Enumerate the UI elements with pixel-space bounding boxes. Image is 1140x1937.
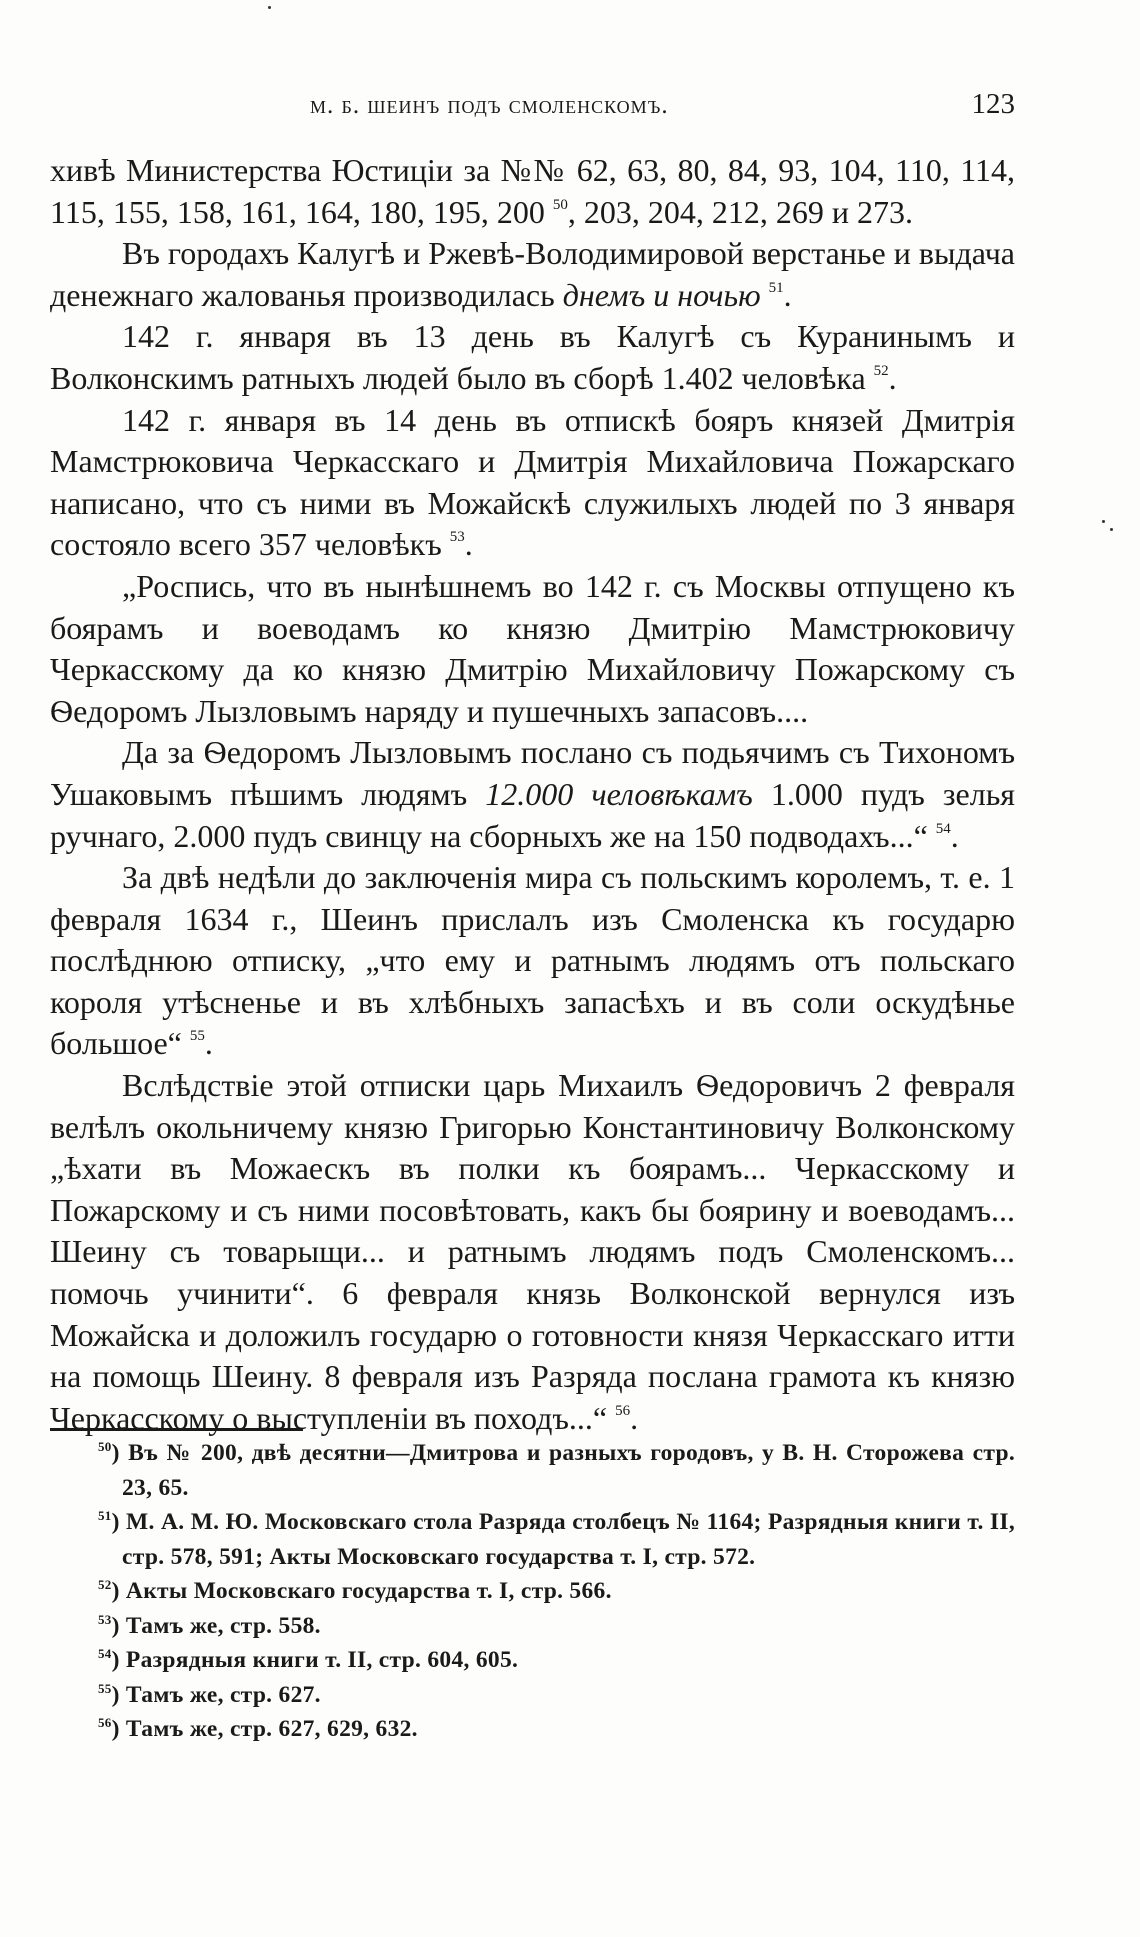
print-speck bbox=[268, 6, 271, 9]
footnote bbox=[50, 1505, 1015, 1574]
footnote-paren: ) bbox=[111, 1681, 126, 1708]
footnote-number: 54 bbox=[98, 1646, 112, 1661]
footnote-separator bbox=[50, 1428, 303, 1431]
body-paragraph bbox=[50, 316, 1015, 399]
footnote-number: 52 bbox=[98, 1577, 112, 1592]
footnote-reference: 51 bbox=[768, 279, 784, 296]
footnote-text: Разрядныя книги т. II, стр. 604, 605. bbox=[125, 1647, 519, 1673]
footnote-number: 51 bbox=[98, 1508, 112, 1523]
body-paragraph bbox=[50, 566, 1015, 732]
footnote-number: 55 bbox=[98, 1680, 112, 1696]
body-paragraph bbox=[50, 150, 1015, 233]
text-run: хивѣ Министерства Юстиціи за №№ 62, 63, 80, 84, 93, 104, 110, 114, 115, 155, 158, 161, 164, 180, 195, 200 bbox=[50, 152, 1015, 230]
footnote-number: 53 bbox=[98, 1611, 112, 1627]
text-run: „Роспись, что въ нынѣшнемъ во 142 г. съ Москвы отпущено къ боярамъ и воеводамъ ко князю Дмитрію Мамстрюковичу Черкасскому да ко князю Дмитрію Михайловичу Пожарскому съ Ѳедоромъ Лызловымъ наряду и пушечныхъ запасовъ.... bbox=[50, 567, 1015, 729]
text-run: За двѣ недѣли до заключенія мира съ польскимъ королемъ, т. е. 1 февраля 1634 г., Шеинъ прислалъ изъ Смоленска къ государю послѣднюю отписку, „что ему и ратнымъ людямъ отъ польскаго короля утѣсненье и въ хлѣбныхъ запасѣхъ и въ соли оскудѣнье большое“ bbox=[50, 859, 1015, 1062]
footnote-text: М. А. М. Ю. Московскаго стола Разряда столбецъ № 1164; Разрядныя книги т. II, стр. 578, 591; Акты Московскаго государства т. I, стр. 572. bbox=[122, 1509, 1015, 1570]
footnote bbox=[50, 1609, 1015, 1644]
footnote-reference: 53 bbox=[449, 529, 465, 546]
text-run: . bbox=[888, 359, 897, 396]
footnote-number: 56 bbox=[98, 1715, 112, 1730]
footnote bbox=[50, 1436, 1015, 1505]
footnote-text: Тамъ же, стр. 558. bbox=[125, 1612, 321, 1639]
text-run: , 203, 204, 212, 269 и 273. bbox=[567, 193, 913, 230]
text-run: . bbox=[950, 817, 959, 854]
main-text bbox=[50, 150, 1015, 1439]
text-run: Да за Ѳедоромъ Лызловымъ послано съ подьячимъ съ Тихономъ Ушаковымъ пѣшимъ людямъ bbox=[50, 734, 1015, 812]
footnote-paren: ) bbox=[111, 1509, 127, 1535]
text-run: . bbox=[630, 1399, 639, 1436]
footnote-text: Акты Московскаго государства т. I, стр. 566. bbox=[125, 1578, 612, 1604]
footnote-number: 50 bbox=[98, 1439, 112, 1454]
running-title: м. б. шеинъ подъ смоленскомъ. bbox=[310, 92, 669, 119]
footnote-paren: ) bbox=[111, 1647, 126, 1673]
footnote-reference: 54 bbox=[935, 820, 951, 837]
footnote-text: Тамъ же, стр. 627. bbox=[125, 1681, 321, 1708]
footnote-reference: 50 bbox=[552, 196, 568, 213]
body-paragraph bbox=[50, 1065, 1015, 1439]
body-paragraph bbox=[50, 857, 1015, 1065]
emphasized-text: 12.000 человѣкамъ bbox=[485, 775, 753, 812]
text-run: 142 г. января въ 14 день въ отпискѣ бояръ князей Дмитрія Мамстрюковича Черкасскаго и Дмитрія Михайловича Пожарскаго написано, что съ ними въ Можайскѣ служилыхъ людей по 3 января состояло всего 357 человѣкъ bbox=[50, 401, 1015, 563]
text-run: Въ городахъ Калугѣ и Ржевѣ-Володимировой верстанье и выдача денежнаго жалованья производилась bbox=[50, 235, 1015, 313]
text-run: . bbox=[783, 276, 792, 313]
footnote-reference: 52 bbox=[873, 362, 889, 379]
body-paragraph bbox=[50, 400, 1015, 566]
page-header bbox=[50, 88, 1015, 132]
footnote-paren: ) bbox=[111, 1440, 129, 1466]
footnote bbox=[50, 1574, 1015, 1609]
body-paragraph bbox=[50, 233, 1015, 316]
footnote-text: Въ № 200, двѣ десятни—Дмитрова и разныхъ городовъ, у В. Н. Сторожева стр. 23, 65. bbox=[122, 1440, 1015, 1501]
footnote-paren: ) bbox=[111, 1578, 126, 1604]
footnote-reference: 56 bbox=[615, 1402, 631, 1419]
page-number: 123 bbox=[971, 88, 1015, 120]
footnotes bbox=[50, 1436, 1015, 1747]
text-run: 1.000 пудъ зелья ручнаго, 2.000 пудъ свинцу на сборныхъ же на 150 подводахъ...“ bbox=[50, 775, 1016, 854]
footnote-text: Тамъ же, стр. 627, 629, 632. bbox=[125, 1716, 418, 1742]
footnote bbox=[50, 1643, 1015, 1678]
footnote bbox=[50, 1678, 1015, 1713]
emphasized-text: днемъ и ночью bbox=[562, 276, 761, 313]
footnote bbox=[50, 1712, 1015, 1747]
body-paragraph bbox=[50, 732, 1015, 857]
footnote-paren: ) bbox=[111, 1716, 126, 1742]
print-speck bbox=[1110, 528, 1113, 531]
footnote-paren: ) bbox=[111, 1612, 126, 1639]
print-speck bbox=[1102, 520, 1105, 523]
footnote-reference: 55 bbox=[189, 1028, 205, 1045]
text-run: . bbox=[464, 526, 473, 563]
text-run: . bbox=[204, 1025, 213, 1062]
text-run: 142 г. января въ 13 день въ Калугѣ съ Куранинымъ и Волконскимъ ратныхъ людей было въ сборѣ 1.402 человѣка bbox=[50, 318, 1015, 396]
text-run bbox=[761, 277, 769, 313]
text-run: Вслѣдствіе этой отписки царь Михаилъ Ѳедоровичъ 2 февраля велѣлъ окольничему князю Григорью Константиновичу Волконскому „ѣхати въ Можаескъ въ полки къ боярамъ... Черкасскому и Пожарскому и съ ними посовѣтовать, какъ бы боярину и воеводамъ... Шеину съ товарыщи... и ратнымъ людямъ подъ Смоленскомъ... помочь учинити“. 6 февраля князь Волконской вернулся изъ Можайска и доложилъ государю о готовности князя Черкасскаго итти на помощь Шеину. 8 февраля изъ Разряда послана грамота къ князю Черкасскому о выступленіи въ походъ...“ bbox=[50, 1067, 1015, 1436]
